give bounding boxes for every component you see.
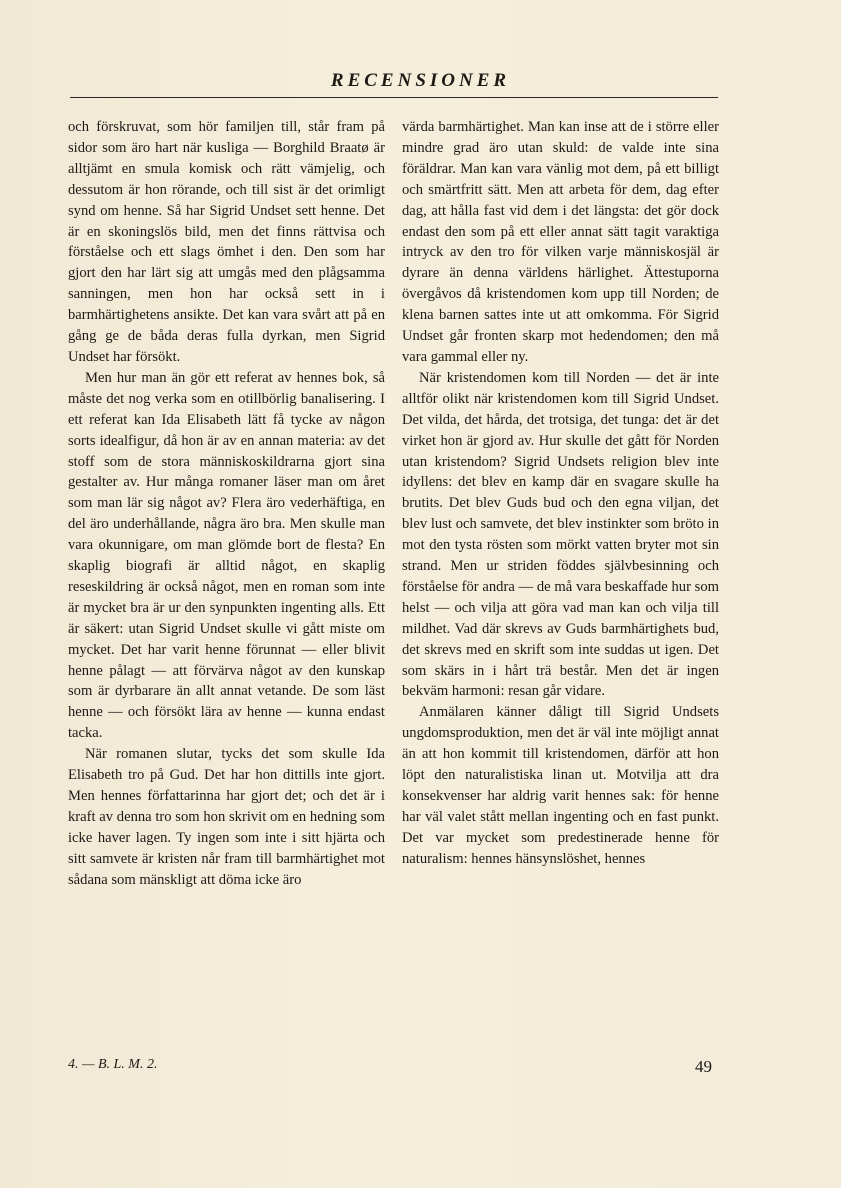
- right-column: [402, 117, 719, 870]
- paragraph: Anmälaren känner dåligt till Sigrid Undsets ungdomsproduktion, men det är väl inte möjligt annat än att hon kommit till kristendomen, därför att hon löpt den naturalistiska linan ut. Motvilja att dra konsekvenser har aldrig varit hennes sak: för henne har väl valet stått mellan ingenting och en fast punkt. Det var mycket som predestinerade henne för naturalism: hennes hänsynslöshet, hennes: [402, 704, 719, 867]
- paragraph: och förskruvat, som hör familjen till, står fram på sidor som äro hart när kusliga — Borghild Braatø är alltjämt en smula komisk och rätt vämjelig, och dessutom är hon rörande, och till sist är det orimligt synd om henne. Så har Sigrid Undset sett henne. Det är en skoningslös bild, men det finns rättvisa och förståelse och ett slags ömhet i den. Den som har gjort den har lärt sig att umgås med den plågsamma sanningen, men hon har också sett in i barmhärtighetens ansikte. Det kan vara svårt att på en gång ge de båda deras fulla dyrkan, men Sigrid Undset har försökt.: [68, 119, 385, 365]
- page-number: 49: [695, 1057, 712, 1076]
- paragraph: När kristendomen kom till Norden — det är inte alltför olikt när kristendomen kom till Sigrid Undset. Det vilda, det hårda, det trotsiga, det tunga: det är det virket hon är gjord av. Hur skulle det gått för Norden utan kristendom? Sigrid Undsets religion blev inte idyllens: det blev en kamp där en svagare skulle ha brutits. Det blev Guds bud och den egna viljan, det blev lust och samvete, det blev instinkter som bröto in mot den tysta rösten som mörkt vatten bryter mot sin strand. Men ur striden föddes självbesinning och förståelse för andra — de må vara beskaffade hur som helst — och vilja att göra vad man kan och vilja till mildhet. Vad där skrevs av Guds barmhärtighets bud, det skrevs med en skrift som inte suddas ut igen. Det som skärs in i hårt trä består. Men det är ingen bekväm harmoni: resan går vidare.: [402, 369, 719, 700]
- left-column: [68, 117, 385, 891]
- paragraph: Men hur man än gör ett referat av hennes bok, så måste det nog verka som en otillbörlig banalisering. I ett referat kan Ida Elisabeth lätt få tycke av någon sorts idealfigur, då hon är av en annan materia: av det stoff som de stora människoskildrarna gjort sina gestalter av. Hur många romaner läser man om året som man lär sig något av? Flera äro vederhäftiga, en del äro underhållande, några äro bra. Men skulle man vara okunnigare, om man glömde bort de flesta? En skaplig biografi är alltid något, en skaplig reseskildring är också något, men en roman som inte är mycket bra är ur den synpunkten ingenting alls. Ett är säkert: utan Sigrid Undset skulle vi gått miste om mycket. Det har varit henne förunnat — eller blivit henne pålagt — att förvärva något av den kunskap som är dyrbarare än allt annat vetande. De som läst henne — och försökt lära av henne — kunna endast tacka.: [68, 369, 385, 742]
- paragraph: När romanen slutar, tycks det som skulle Ida Elisabeth tro på Gud. Det har hon dittills inte gjort. Men hennes författarinna har gjort det; och det är i kraft av denna tro som hon skrivit om en hedning som icke haver lagen. Ty ingen som inte i sitt hjärta och sitt samvete är kristen når fram till barmhärtighet mot sådana som mänskligt att döma icke äro: [68, 746, 385, 888]
- header-rule: [70, 97, 718, 98]
- paragraph: värda barmhärtighet. Man kan inse att de i större eller mindre grad äro utan skuld: de valde inte sina föräldrar. Man kan vara vänlig mot dem, på ett billigt och smärtfritt sätt. Men att arbeta för dem, dag efter dag, att hålla fast vid dem i det längsta: det gör dock endast den som på ett eller annat sätt tagit varaktiga intryck av den tro för vilken varje människosjäl är dyrare än denna världens härlighet. Ättestuporna övergåvos då kristendomen kom upp till Norden; de klena barnen sattes inte ut att omkomma. För Sigrid Undset går fronten skarp mot hedendomen; den må vara gammal eller ny.: [402, 119, 719, 365]
- signature-mark: 4. — B. L. M. 2.: [68, 1057, 158, 1072]
- running-header: RECENSIONER: [330, 70, 511, 91]
